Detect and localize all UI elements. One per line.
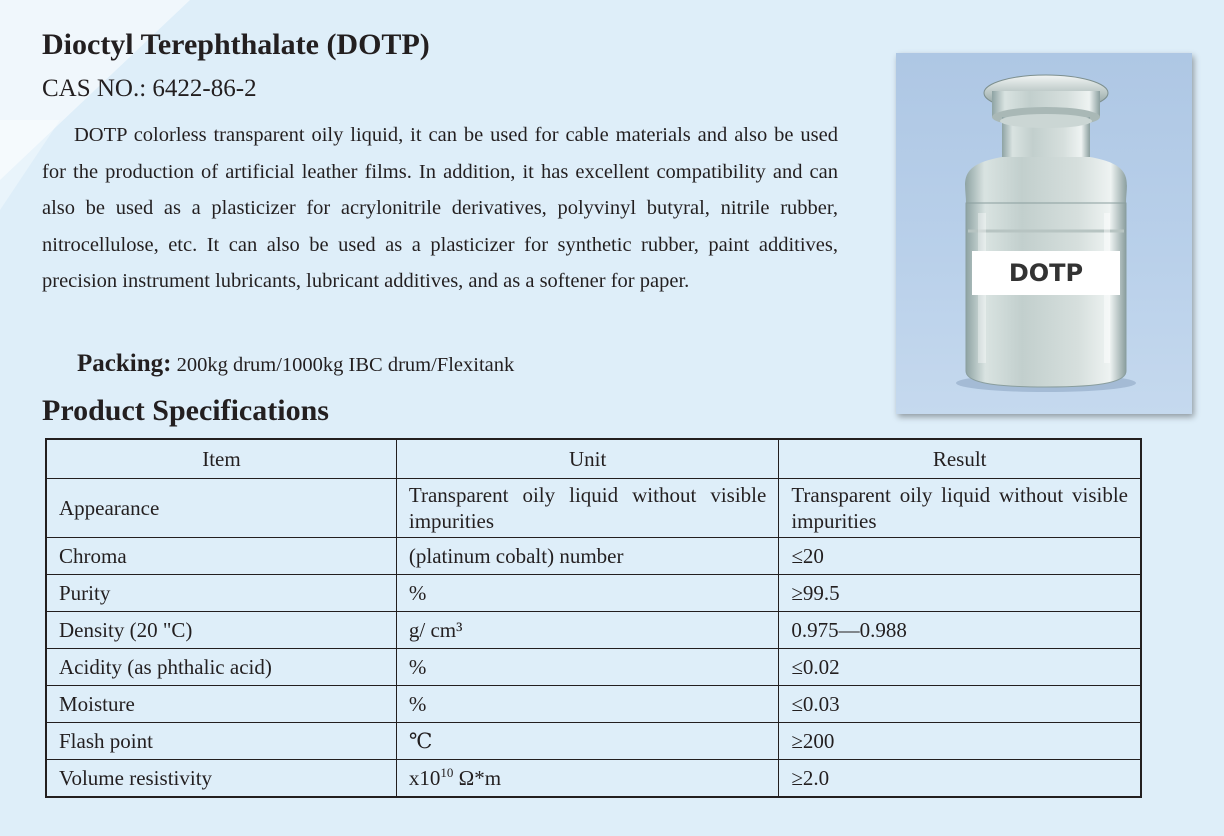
product-description: DOTP colorless transparent oily liquid, it can be used for cable materials and also be used for the production of artificial leather films. In addition, it has excellent compatibility and can also be used as a plasticizer for acrylonitrile derivatives, polyvinyl butyral, nitrile rubber, nitrocellulose, etc. It can also be used as a plasticizer for synthetic rubber, paint additives, precision instrument lubricants, lubricant additives, and as a softener for paper. <box>42 124 838 293</box>
cell-item: Moisture <box>46 686 396 723</box>
bottle-label-text: DOTP <box>1008 259 1084 287</box>
cell-item: Density (20 "C) <box>46 612 396 649</box>
cell-item: Purity <box>46 575 396 612</box>
table-row <box>46 723 1141 760</box>
table-row <box>46 538 1141 575</box>
cell-unit: Transparent oily liquid without visible impurities <box>396 479 778 538</box>
table-row <box>46 686 1141 723</box>
table-row <box>46 612 1141 649</box>
cas-number: CAS NO.: 6422-86-2 <box>42 75 257 102</box>
table-row <box>46 760 1141 798</box>
cell-unit: % <box>396 686 778 723</box>
header-item: Item <box>46 439 396 479</box>
spec-table <box>45 438 1142 798</box>
table-header-row <box>46 439 1141 479</box>
specs-title: Product Specifications <box>42 394 329 427</box>
cell-result: ≤20 <box>779 538 1141 575</box>
cell-unit: % <box>396 575 778 612</box>
cell-result: Transparent oily liquid without visible impurities <box>779 479 1141 538</box>
header-unit: Unit <box>396 439 778 479</box>
cell-unit: ℃ <box>396 723 778 760</box>
bottle-photo <box>896 53 1192 414</box>
packing-label: Packing: <box>77 350 172 377</box>
cell-item: Volume resistivity <box>46 760 396 798</box>
packing-value: 200kg drum/1000kg IBC drum/Flexitank <box>176 354 515 376</box>
cell-result: 0.975—0.988 <box>779 612 1141 649</box>
cell-result: ≥200 <box>779 723 1141 760</box>
cell-result: ≥99.5 <box>779 575 1141 612</box>
table-row <box>46 575 1141 612</box>
cell-result: ≤0.03 <box>779 686 1141 723</box>
cell-unit <box>396 760 778 798</box>
cell-unit: (platinum cobalt) number <box>396 538 778 575</box>
unit-exponent: 10 <box>440 764 454 780</box>
page-title: Dioctyl Terephthalate (DOTP) <box>42 28 430 61</box>
table-row <box>46 649 1141 686</box>
cell-result: ≤0.02 <box>779 649 1141 686</box>
unit-base: x10 <box>408 765 441 790</box>
bottle-illustration <box>896 53 1192 414</box>
cell-item: Chroma <box>46 538 396 575</box>
unit-suffix: Ω*m <box>453 765 502 790</box>
packing-info <box>77 349 514 379</box>
cell-item: Acidity (as phthalic acid) <box>46 649 396 686</box>
cell-unit: % <box>396 649 778 686</box>
table-row <box>46 479 1141 538</box>
cell-item: Appearance <box>46 479 396 538</box>
cell-item: Flash point <box>46 723 396 760</box>
cell-result: ≥2.0 <box>779 760 1141 798</box>
header-result: Result <box>779 439 1141 479</box>
cell-unit: g/ cm³ <box>396 612 778 649</box>
